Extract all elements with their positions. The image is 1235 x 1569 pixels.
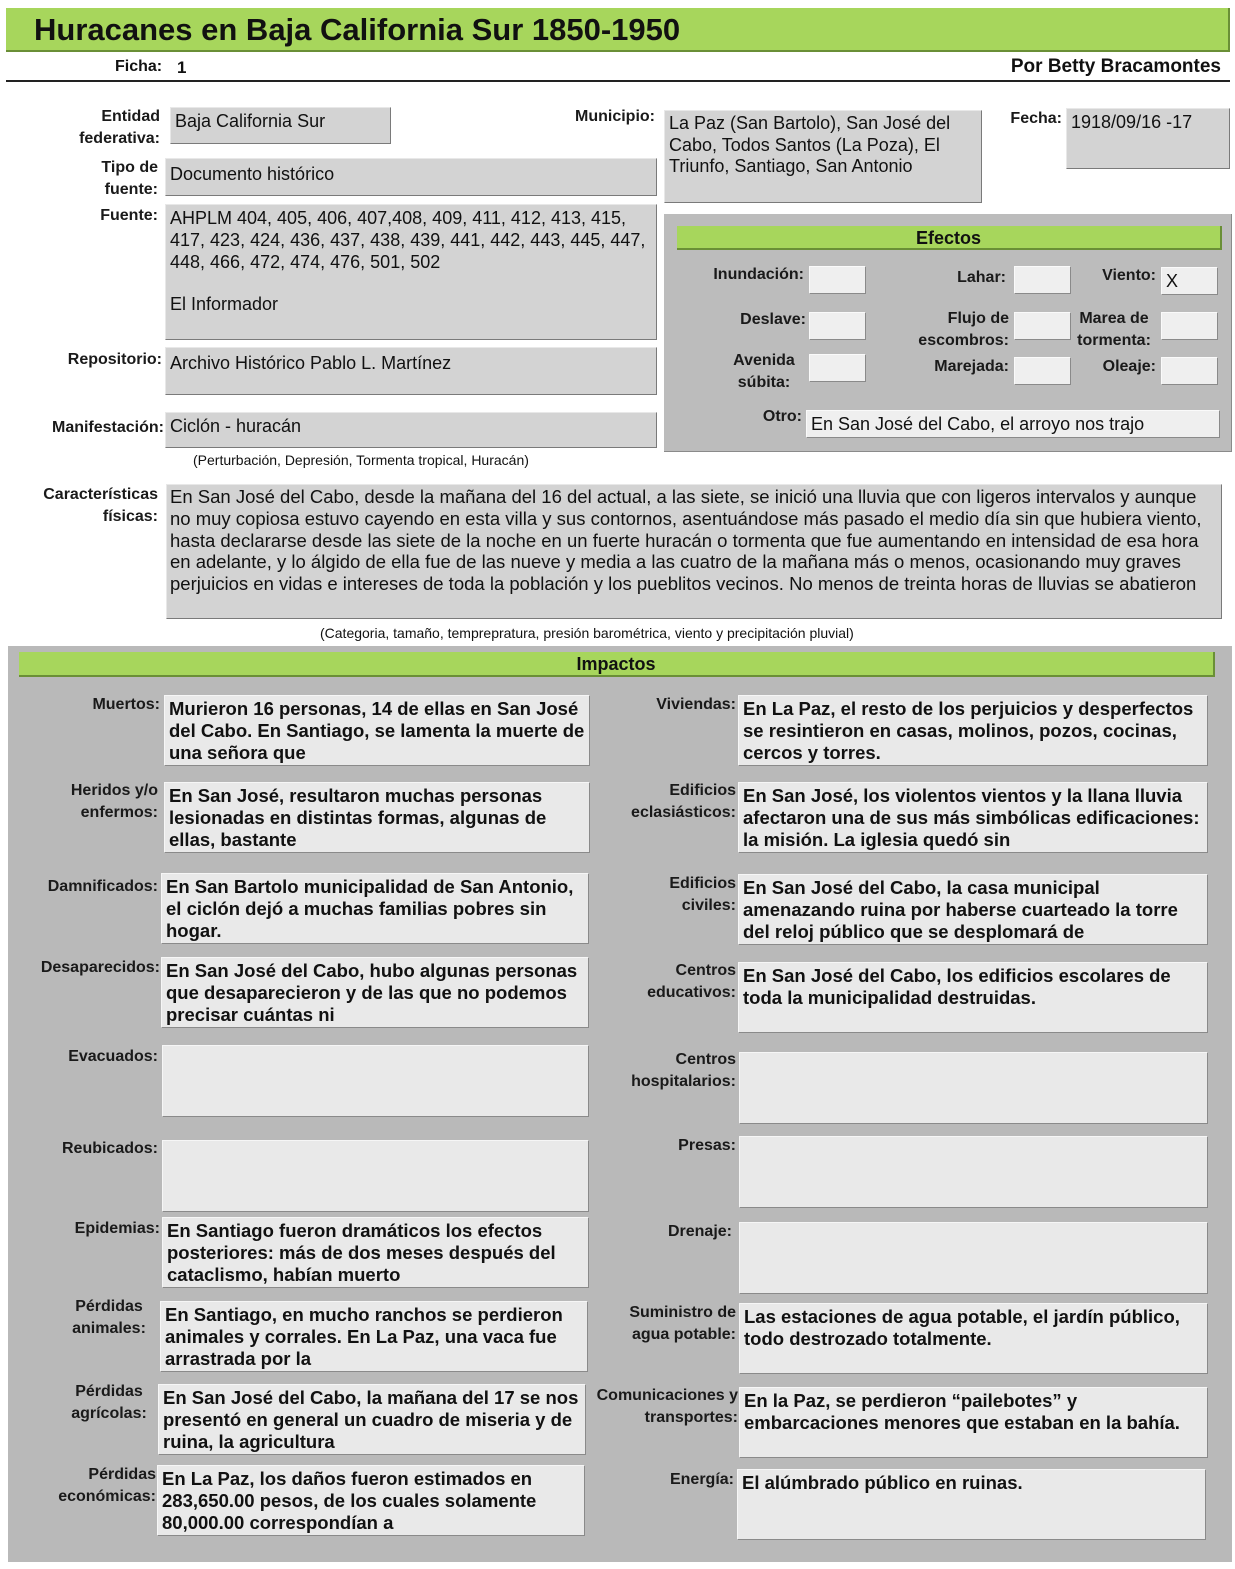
tipo-fuente-label: Tipo de fuente: xyxy=(101,159,158,198)
muertos-label: Muertos: xyxy=(92,696,160,713)
efectos-panel xyxy=(664,214,1232,452)
damnificados-label: Damnificados: xyxy=(47,878,158,895)
edificios-ecl-field[interactable]: En San José, los violentos vientos y la llana lluvia afectaron una de sus más simbólicas edificaciones: la misión. La iglesia quedó sin xyxy=(738,782,1208,853)
viento-field[interactable]: X xyxy=(1161,267,1218,295)
efectos-title: Efectos xyxy=(677,226,1222,250)
perdidas-economicas-field[interactable]: En La Paz, los daños fueron estimados en 283,650.00 pesos, de los cuales solamente 80,000.00 correspondían a xyxy=(157,1465,585,1536)
comunicaciones-field[interactable]: En la Paz, se perdieron “pailebotes” y embarcaciones menores que estaban en la bahía. xyxy=(739,1387,1208,1458)
fecha-field[interactable]: 1918/09/16 -17 xyxy=(1066,108,1230,169)
desaparecidos-field[interactable]: En San José del Cabo, hubo algunas personas que desaparecieron y de las que no podemos precisar cuántas ni xyxy=(161,957,589,1028)
comunicaciones-label: Comunicaciones y transportes: xyxy=(596,1387,738,1426)
caracteristicas-field[interactable]: En San José del Cabo, desde la mañana del 16 del actual, a las siete, se inició una lluvia que con ligeros intervalos y aunque no muy copiosa estuvo cayendo en esta villa y sus contornos, asentuándose más pasado el medio día sin que hubiera viento, hasta declararse desde las siete de la noche en un fuerte huracán o tormenta que fue aumentando en intensidad de esa hora en adelante, y lo álgido de ella fue de las nueve y media a las cuatro de la mañana más o menos, ocasionando muy graves perjuicios en vidas e intereses de toda la población y los pueblitos vecinos. No menos de treinta horas de lluvias se abatieron xyxy=(166,484,1222,619)
fecha-label: Fecha: xyxy=(1010,110,1062,127)
marea-label: Marea de tormenta: xyxy=(1077,310,1151,349)
author: Por Betty Bracamontes xyxy=(1010,56,1221,77)
perdidas-agricolas-field[interactable]: En San José del Cabo, la mañana del 17 se nos presentó en general un cuadro de miseria y de ruina, la agricultura xyxy=(158,1384,586,1455)
entidad-label: Entidad federativa: xyxy=(79,108,160,147)
desaparecidos-label: Desaparecidos: xyxy=(40,959,160,976)
title-bar xyxy=(6,8,1230,52)
header-divider xyxy=(6,80,1230,82)
reubicados-label: Reubicados: xyxy=(61,1140,158,1157)
marejada-field[interactable] xyxy=(1014,357,1071,385)
centros-edu-label: Centros educativos: xyxy=(647,962,736,1001)
lahar-label: Lahar: xyxy=(957,269,1006,286)
energia-field[interactable]: El alúmbrado público en ruinas. xyxy=(737,1469,1206,1540)
page-title: Huracanes en Baja California Sur 1850-1950 xyxy=(34,12,681,47)
entidad-field[interactable]: Baja California Sur xyxy=(170,107,391,144)
tipo-fuente-field[interactable]: Documento histórico xyxy=(165,158,657,196)
deslave-label: Deslave: xyxy=(740,311,806,328)
heridos-field[interactable]: En San José, resultaron muchas personas lesionadas en distintas formas, algunas de ellas, bastante xyxy=(164,782,590,853)
centros-edu-field[interactable]: En San José del Cabo, los edificios escolares de toda la municipalidad destruidas. xyxy=(738,962,1208,1033)
presas-field[interactable] xyxy=(739,1136,1208,1208)
evacuados-field[interactable] xyxy=(162,1045,589,1117)
energia-label: Energía: xyxy=(669,1471,734,1488)
municipio-field[interactable]: La Paz (San Bartolo), San José del Cabo, Todos Santos (La Poza), El Triunfo, Santiago, San Antonio xyxy=(664,110,982,203)
caracteristicas-label: Características físicas: xyxy=(43,486,158,525)
suministro-label: Suministro de agua potable: xyxy=(629,1304,736,1343)
caracteristicas-hint: (Categoria, tamaño, temprepratura, presión barométrica, viento y precipitación pluvial) xyxy=(320,625,854,641)
ficha-label: Ficha: xyxy=(115,58,163,75)
fuente-value: AHPLM 404, 405, 406, 407,408, 409, 411, 412, 413, 415, 417, 423, 424, 436, 437, 438, 439, 441, 442, 443, 445, 447, 448, 466, 472, 474, 476, 501, 502 xyxy=(170,208,646,272)
lahar-field[interactable] xyxy=(1014,266,1071,294)
repositorio-field[interactable]: Archivo Histórico Pablo L. Martínez xyxy=(165,347,657,395)
viviendas-label: Viviendas: xyxy=(656,696,736,713)
oleaje-label: Oleaje: xyxy=(1102,358,1156,375)
centros-hosp-field[interactable] xyxy=(739,1052,1208,1124)
edificios-civ-field[interactable]: En San José del Cabo, la casa municipal amenazando ruina por haberse cuarteado la torre del reloj público que se desplomará de xyxy=(738,874,1208,945)
drenaje-field[interactable] xyxy=(739,1222,1208,1294)
inundacion-label: Inundación: xyxy=(713,266,804,283)
manifestacion-hint: (Perturbación, Depresión, Tormenta tropical, Huracán) xyxy=(193,452,529,468)
epidemias-label: Epidemias: xyxy=(74,1220,160,1237)
suministro-field[interactable]: Las estaciones de agua potable, el jardín público, todo destrozado totalmente. xyxy=(739,1303,1208,1374)
impactos-title: Impactos xyxy=(19,652,1215,677)
deslave-field[interactable] xyxy=(809,312,866,340)
fuente-field[interactable] xyxy=(165,204,657,340)
perdidas-economicas-label: Pérdidas económicas: xyxy=(58,1466,156,1505)
damnificados-field[interactable]: En San Bartolo municipalidad de San Antonio, el ciclón dejó a muchas familias pobres sin hogar. xyxy=(161,873,589,944)
otro-field[interactable]: En San José del Cabo, el arroyo nos trajo xyxy=(806,410,1220,438)
oleaje-field[interactable] xyxy=(1161,357,1218,385)
manifestacion-field[interactable]: Ciclón - huracán xyxy=(165,412,657,448)
fuente-value-2: El Informador xyxy=(170,294,279,314)
drenaje-label: Drenaje: xyxy=(667,1223,732,1240)
muertos-field[interactable]: Murieron 16 personas, 14 de ellas en San José del Cabo. En Santiago, se lamenta la muerte de una señora que xyxy=(164,695,590,766)
municipio-label: Municipio: xyxy=(575,108,655,125)
flujo-label: Flujo de escombros: xyxy=(918,310,1009,349)
edificios-ecl-label: Edificios eclasiásticos: xyxy=(631,782,736,821)
repositorio-label: Repositorio: xyxy=(67,351,162,368)
evacuados-label: Evacuados: xyxy=(68,1048,158,1065)
viviendas-field[interactable]: En La Paz, el resto de los perjuicios y desperfectos se resintieron en casas, molinos, pozos, cocinas, cercos y torres. xyxy=(738,695,1208,766)
manifestacion-label: Manifestación: xyxy=(51,419,164,436)
inundacion-field[interactable] xyxy=(809,266,866,294)
ficha-value: 1 xyxy=(177,58,187,77)
centros-hosp-label: Centros hospitalarios: xyxy=(631,1051,736,1090)
perdidas-animales-field[interactable]: En Santiago, en mucho ranchos se perdieron animales y corrales. En La Paz, una vaca fue arrastrada por la xyxy=(160,1301,588,1372)
avenida-label: Avenida súbita: xyxy=(733,352,795,391)
marea-field[interactable] xyxy=(1161,312,1218,340)
perdidas-animales-label: Pérdidas animales: xyxy=(72,1298,146,1337)
presas-label: Presas: xyxy=(678,1137,736,1154)
otro-label: Otro: xyxy=(762,408,802,425)
marejada-label: Marejada: xyxy=(934,358,1009,375)
fuente-label: Fuente: xyxy=(100,207,158,224)
avenida-field[interactable] xyxy=(809,354,866,382)
viento-label: Viento: xyxy=(1102,267,1156,284)
edificios-civ-label: Edificios civiles: xyxy=(669,875,736,914)
heridos-label: Heridos y/o enfermos: xyxy=(70,782,158,821)
epidemias-field[interactable]: En Santiago fueron dramáticos los efectos posteriores: más de dos meses después del cataclismo, habían muerto xyxy=(162,1217,589,1288)
perdidas-agricolas-label: Pérdidas agrícolas: xyxy=(71,1383,147,1422)
reubicados-field[interactable] xyxy=(162,1140,589,1212)
flujo-field[interactable] xyxy=(1014,312,1071,340)
